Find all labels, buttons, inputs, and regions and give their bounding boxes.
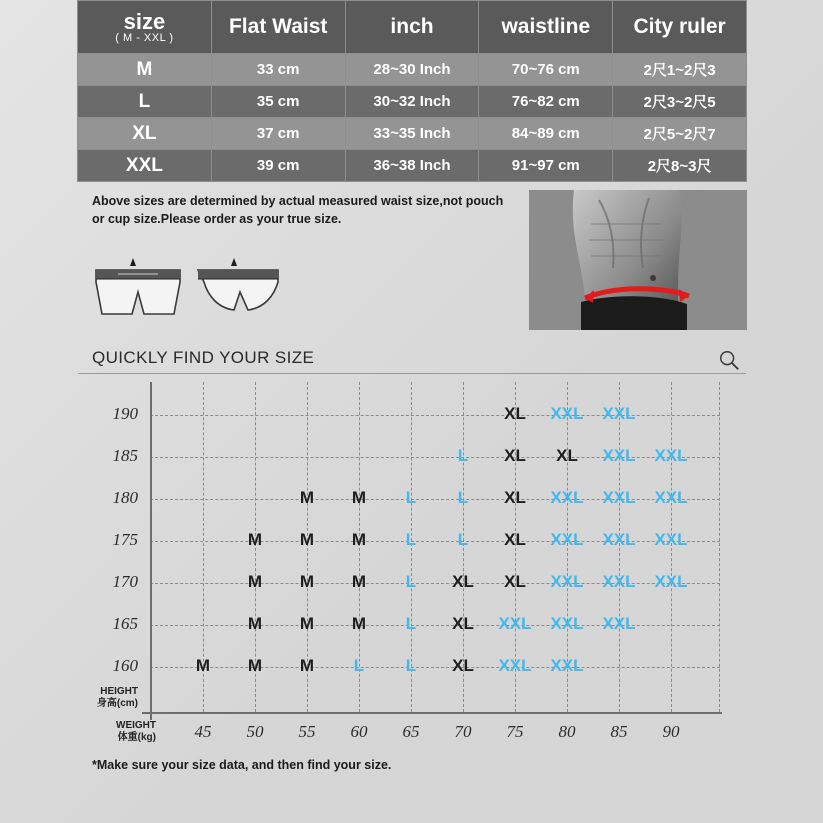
size-cell-m: M [247,614,263,633]
x-axis-line [142,712,722,714]
size-cell-xxl: XXL [498,614,532,633]
size-cell-xxl: XXL [654,446,688,465]
waist-measure-photo [529,190,747,330]
size-cell-xxl: XXL [550,530,584,549]
size-cell-m: M [247,656,263,675]
y-axis-line [150,382,152,720]
size-cell-xxl: XXL [602,488,636,507]
cell-size: M [78,54,212,86]
size-cell-xxl: XXL [654,488,688,507]
size-cell-xxl: XXL [602,614,636,633]
cell-waistline: 70~76 cm [479,54,613,86]
cell-flat-waist: 35 cm [211,86,345,118]
cell-flat-waist: 39 cm [211,150,345,182]
size-cell-xxl: XXL [550,404,584,423]
brief-icon [198,258,278,310]
size-cell-xxl: XXL [654,572,688,591]
header-inch: inch [345,1,479,54]
y-tick-label: 175 [112,530,138,549]
cell-city-ruler: 2尺1~2尺3 [613,54,747,86]
header-size-sub: ( M - XXL ) [115,31,174,44]
cell-city-ruler: 2尺3~2尺5 [613,86,747,118]
divider [78,373,746,374]
size-cell-l: L [405,488,417,507]
footnote: *Make sure your size data, and then find your size. [92,758,392,772]
cell-inch: 36~38 Inch [345,150,479,182]
size-cell-xxl: XXL [602,572,636,591]
header-city-ruler: City ruler [613,1,747,54]
x-tick-label: 60 [350,722,368,741]
size-cell-m: M [299,614,315,633]
size-cell-xxl: XXL [602,530,636,549]
size-cell-l: L [457,488,469,507]
cell-waistline: 76~82 cm [479,86,613,118]
cell-size: L [78,86,212,118]
size-cell-xl: XL [504,488,526,507]
cell-flat-waist: 33 cm [211,54,345,86]
y-tick-label: 160 [112,656,138,675]
header-flat-waist: Flat Waist [211,1,345,54]
cell-city-ruler: 2尺5~2尺7 [613,118,747,150]
cell-city-ruler: 2尺8~3尺 [613,150,747,182]
size-cell-m: M [351,488,367,507]
cell-inch: 30~32 Inch [345,86,479,118]
x-tick-label: 50 [246,722,264,741]
x-tick-label: 75 [506,722,524,741]
torso-illustration [529,190,747,330]
size-note: Above sizes are determined by actual measured waist size,not pouch or cup size.Please order as your true size. [92,194,504,227]
size-cell-l: L [405,656,417,675]
header-waistline: waistline [479,1,613,54]
y-tick-label: 165 [112,614,138,633]
y-tick-label: 190 [112,404,138,423]
size-cell-xxl: XXL [550,656,584,675]
size-cell-m: M [299,530,315,549]
x-tick-label: 85 [610,722,628,741]
size-cell-xxl: XXL [550,572,584,591]
size-table-head [78,1,747,54]
size-cell-m: M [299,488,315,507]
header-size [78,1,212,54]
size-cell-xxl: XXL [498,656,532,675]
y-tick-label: 180 [112,488,138,507]
size-cell-xl: XL [504,572,526,591]
cell-waistline: 84~89 cm [479,118,613,150]
x-tick-label: 90 [662,722,680,741]
x-tick-label: 55 [298,722,316,741]
size-cell-l: L [405,572,417,591]
size-cell-m: M [351,530,367,549]
size-cell-xxl: XXL [654,530,688,549]
x-axis-caption [96,720,156,743]
size-cell-xl: XL [504,404,526,423]
grid-line-vertical [719,382,720,712]
cell-size: XL [78,118,212,150]
cell-inch: 28~30 Inch [345,54,479,86]
x-axis-caption-line1: WEIGHT [116,720,156,731]
size-cell-l: L [457,446,469,465]
size-cell-xl: XL [452,656,474,675]
size-cell-m: M [299,572,315,591]
size-cell-xl: XL [452,614,474,633]
cell-flat-waist: 37 cm [211,118,345,150]
y-axis-caption-line2: 身高(cm) [96,697,138,709]
table-row [78,54,747,86]
y-axis-caption [78,686,138,709]
y-tick-label: 185 [112,446,138,465]
table-row [78,86,747,118]
size-cell-l: L [353,656,365,675]
y-axis-caption-line1: HEIGHT [100,686,138,697]
x-tick-label: 65 [402,722,420,741]
table-row [78,118,747,150]
table-header-row [78,1,747,54]
size-cell-xxl: XXL [550,614,584,633]
size-cell-m: M [351,572,367,591]
cell-inch: 33~35 Inch [345,118,479,150]
y-tick-label: 170 [112,572,138,591]
size-cell-l: L [405,530,417,549]
cell-size: XXL [78,150,212,182]
table-row [78,150,747,182]
size-table-body [78,54,747,182]
x-tick-label: 80 [558,722,576,741]
size-table [77,0,747,182]
size-cell-m: M [247,572,263,591]
x-tick-label: 45 [194,722,212,741]
size-cell-xl: XL [452,572,474,591]
cell-waistline: 91~97 cm [479,150,613,182]
search-icon[interactable] [718,349,740,371]
x-tick-label: 70 [454,722,472,741]
size-cell-xxl: XXL [550,488,584,507]
size-cell-l: L [405,614,417,633]
garment-illustrations [88,252,288,332]
size-cell-xl: XL [504,446,526,465]
size-cell-m: M [247,530,263,549]
size-cell-xl: XL [556,446,578,465]
page-title: QUICKLY FIND YOUR SIZE [92,348,315,367]
size-cell-xxl: XXL [602,446,636,465]
boxer-icon [96,258,180,314]
size-cell-xl: XL [504,530,526,549]
size-cell-m: M [195,656,211,675]
size-cell-xxl: XXL [602,404,636,423]
size-cell-m: M [299,656,315,675]
size-cell-l: L [457,530,469,549]
size-cell-m: M [351,614,367,633]
x-axis-caption-line2: 体重(kg) [117,731,156,743]
header-size-main: size [123,8,166,34]
